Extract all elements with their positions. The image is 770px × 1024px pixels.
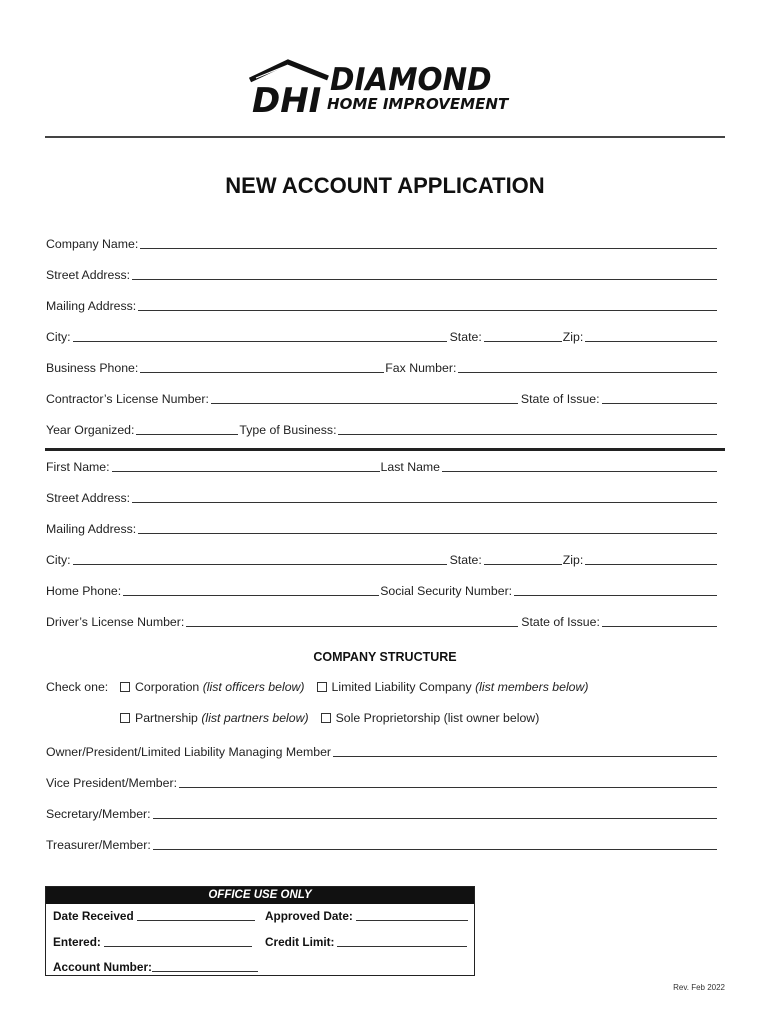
secretary-blank[interactable] [153, 806, 717, 819]
approved-date-label: Approved Date: [265, 909, 353, 923]
company-state-issue-blank[interactable] [602, 391, 717, 404]
sole-proprietorship-checkbox[interactable] [321, 713, 331, 723]
corporation-option[interactable] [120, 680, 305, 694]
date-received-blank[interactable] [137, 909, 255, 921]
company-state-label: State: [449, 330, 482, 344]
company-name-blank[interactable] [140, 236, 717, 249]
llc-note: (list members below) [475, 680, 589, 694]
fax-label: Fax Number: [385, 361, 457, 375]
last-name-label: Last Name [380, 460, 441, 474]
structure-options-row-2 [120, 711, 551, 725]
logo-mark: DHI [252, 81, 322, 118]
office-use-box [45, 886, 475, 976]
personal-mailing-field[interactable] [46, 518, 718, 536]
company-structure-heading: COMPANY STRUCTURE [313, 650, 457, 664]
account-number-blank[interactable] [152, 960, 258, 972]
vice-president-label: Vice President/Member: [46, 776, 177, 790]
personal-state-issue-label: State of Issue: [521, 615, 600, 629]
personal-street-label: Street Address: [46, 491, 131, 505]
partnership-option[interactable] [120, 711, 309, 725]
home-phone-row [46, 580, 718, 598]
personal-zip-label: Zip: [562, 553, 584, 567]
brand-subtitle: HOME IMPROVEMENT [327, 95, 509, 113]
year-organized-label: Year Organized: [46, 423, 135, 437]
entered-label: Entered: [53, 935, 101, 949]
account-number-field[interactable] [53, 958, 260, 974]
personal-city-blank[interactable] [73, 552, 447, 565]
personal-street-field[interactable] [46, 487, 718, 505]
personal-mailing-blank[interactable] [138, 521, 717, 534]
company-phone-row [46, 357, 718, 375]
fax-blank[interactable] [458, 360, 717, 373]
check-one-label: Check one: [46, 680, 109, 694]
drivers-license-row [46, 611, 718, 629]
company-zip-blank[interactable] [585, 329, 717, 342]
approved-date-blank[interactable] [356, 909, 468, 921]
personal-state-issue-blank[interactable] [602, 614, 717, 627]
contractor-license-blank[interactable] [211, 391, 518, 404]
section-divider [45, 448, 725, 451]
sole-proprietorship-label: Sole Proprietorship [335, 711, 441, 725]
business-phone-label: Business Phone: [46, 361, 139, 375]
company-mailing-field[interactable] [46, 295, 718, 313]
personal-city-row [46, 549, 718, 567]
page-title: NEW ACCOUNT APPLICATION [225, 173, 545, 198]
personal-state-blank[interactable] [484, 552, 562, 565]
vice-president-field[interactable] [46, 772, 718, 790]
company-street-label: Street Address: [46, 268, 131, 282]
company-name-field[interactable] [46, 233, 718, 251]
company-zip-label: Zip: [562, 330, 584, 344]
company-logo [248, 58, 528, 118]
last-name-blank[interactable] [442, 459, 717, 472]
credit-limit-field[interactable] [265, 933, 469, 949]
drivers-license-label: Driver’s License Number: [46, 615, 185, 629]
home-phone-blank[interactable] [123, 583, 379, 596]
treasurer-blank[interactable] [153, 837, 717, 850]
partnership-checkbox[interactable] [120, 713, 130, 723]
ssn-label: Social Security Number: [380, 584, 513, 598]
date-received-field[interactable] [53, 907, 257, 923]
llc-option[interactable] [317, 680, 589, 694]
entered-blank[interactable] [104, 935, 252, 947]
llc-label: Limited Liability Company [331, 680, 472, 694]
llc-checkbox[interactable] [317, 682, 327, 692]
contractor-license-label: Contractor’s License Number: [46, 392, 209, 406]
partnership-note: (list partners below) [201, 711, 309, 725]
approved-date-field[interactable] [265, 907, 470, 923]
company-mailing-label: Mailing Address: [46, 299, 137, 313]
owner-label: Owner/President/Limited Liability Managing Member [46, 745, 332, 759]
treasurer-field[interactable] [46, 834, 718, 852]
house-logo-icon [248, 58, 330, 118]
ssn-blank[interactable] [514, 583, 717, 596]
credit-limit-label: Credit Limit: [265, 935, 335, 949]
entered-field[interactable] [53, 933, 254, 949]
revision-note: Rev. Feb 2022 [673, 983, 725, 992]
company-city-row [46, 326, 718, 344]
personal-mailing-label: Mailing Address: [46, 522, 137, 536]
header-divider [45, 136, 725, 138]
first-name-blank[interactable] [112, 459, 380, 472]
business-type-label: Type of Business: [239, 423, 337, 437]
corporation-checkbox[interactable] [120, 682, 130, 692]
sole-proprietorship-option[interactable] [321, 711, 540, 725]
company-city-label: City: [46, 330, 71, 344]
corporation-note: (list officers below) [202, 680, 305, 694]
home-phone-label: Home Phone: [46, 584, 122, 598]
year-type-row [46, 419, 718, 437]
date-received-label: Date Received [53, 909, 134, 923]
year-organized-blank[interactable] [136, 422, 238, 435]
personal-zip-blank[interactable] [585, 552, 717, 565]
personal-street-blank[interactable] [132, 490, 717, 503]
business-phone-blank[interactable] [140, 360, 384, 373]
company-street-blank[interactable] [132, 267, 717, 280]
company-city-blank[interactable] [73, 329, 447, 342]
sole-proprietorship-note: (list owner below) [443, 711, 540, 725]
personal-state-label: State: [449, 553, 482, 567]
corporation-label: Corporation [135, 680, 200, 694]
owner-blank[interactable] [333, 744, 717, 757]
name-row [46, 456, 718, 474]
company-name-label: Company Name: [46, 237, 139, 251]
vice-president-blank[interactable] [179, 775, 717, 788]
first-name-label: First Name: [46, 460, 110, 474]
company-street-field[interactable] [46, 264, 718, 282]
drivers-license-blank[interactable] [186, 614, 518, 627]
brand-name: DIAMOND [330, 62, 492, 98]
contractor-license-row [46, 388, 718, 406]
secretary-field[interactable] [46, 803, 718, 821]
owner-field[interactable] [46, 741, 718, 759]
company-mailing-blank[interactable] [138, 298, 717, 311]
company-state-blank[interactable] [484, 329, 562, 342]
structure-options-row-1 [120, 680, 601, 694]
company-state-issue-label: State of Issue: [520, 392, 600, 406]
office-use-heading: OFFICE USE ONLY [46, 887, 474, 904]
secretary-label: Secretary/Member: [46, 807, 151, 821]
treasurer-label: Treasurer/Member: [46, 838, 151, 852]
personal-city-label: City: [46, 553, 71, 567]
partnership-label: Partnership [135, 711, 198, 725]
account-number-label: Account Number: [53, 960, 152, 974]
credit-limit-blank[interactable] [337, 935, 467, 947]
business-type-blank[interactable] [338, 422, 717, 435]
